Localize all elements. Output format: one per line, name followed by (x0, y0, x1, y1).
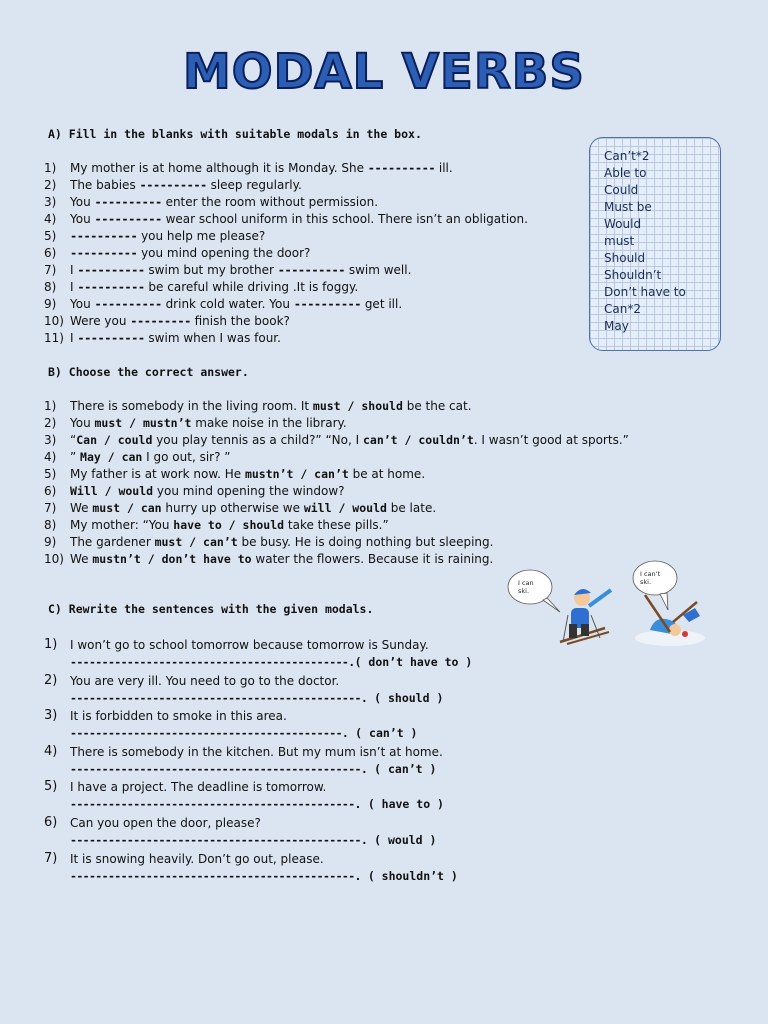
answer-choice: Will / would (70, 484, 154, 498)
answer-line (70, 868, 472, 885)
item-text: ” (70, 450, 81, 464)
word-box-item: Able to (604, 166, 647, 180)
item-text: be at home. (348, 467, 426, 481)
item-text: You (70, 416, 95, 430)
item-number: 11) (44, 331, 64, 345)
item-text: finish the book? (190, 314, 290, 328)
word-box-item: Must be (604, 200, 652, 214)
item-number: 7) (44, 263, 57, 277)
answer-blank: ----------------------------------------------. (70, 690, 368, 705)
item-text: swim well. (345, 263, 412, 277)
list-item (44, 779, 472, 815)
answer-choice: mustn’t / don’t have to (92, 552, 252, 566)
item-number: 6) (44, 814, 58, 830)
item-number: 10) (44, 552, 64, 566)
section-a-list (44, 160, 528, 347)
item-number: 3) (44, 195, 57, 209)
item-number: 3) (44, 708, 58, 724)
answer-choice: will / would (303, 501, 387, 515)
answer-line (70, 654, 472, 671)
item-text: My mother: “You (70, 518, 174, 532)
given-modal: ( shouldn’t ) (360, 868, 458, 883)
speech-bubble-right (633, 561, 677, 610)
list-item (44, 851, 472, 887)
list-item (44, 211, 528, 228)
item-text: Were you (70, 314, 131, 328)
item-text: You (70, 212, 95, 226)
word-box-item: May (604, 319, 629, 333)
list-item (44, 500, 629, 517)
list-item (44, 245, 528, 262)
blank: ---------- (77, 280, 145, 294)
list-item (44, 534, 629, 551)
given-modal: ( have to ) (360, 797, 444, 812)
fallen-skier-icon (635, 595, 705, 646)
answer-choice: must / should (312, 399, 403, 413)
item-text: You (70, 195, 95, 209)
answer-choice: May / can (80, 450, 143, 464)
section-a-heading: A) Fill in the blanks with suitable modals in the box. (48, 127, 422, 141)
item-text: you help me please? (137, 229, 266, 243)
item-text: You (70, 297, 95, 311)
item-sentence: I have a project. The deadline is tomorrow. (70, 780, 327, 795)
list-item (44, 330, 528, 347)
answer-choice: must / can’t (154, 535, 238, 549)
bubble-right-line2: ski. (640, 578, 652, 586)
word-box-item: Would (604, 217, 642, 231)
blank: ---------- (94, 297, 162, 311)
item-text: be careful while driving .It is foggy. (144, 280, 359, 294)
blank: ---------- (77, 263, 145, 277)
item-text: The gardener (70, 535, 155, 549)
speech-bubble-left (508, 570, 560, 612)
item-text: “ (70, 433, 77, 447)
section-b-list (44, 398, 629, 568)
item-text: I go out, sir? ” (142, 450, 231, 464)
word-box-item: Should (604, 251, 646, 265)
answer-choice: mustn’t / can’t (244, 467, 349, 481)
item-number: 8) (44, 280, 57, 294)
skiing-illustration (505, 560, 720, 650)
item-number: 9) (44, 535, 57, 549)
answer-blank: ----------------------------------------------. (70, 832, 368, 847)
word-box-item: Shouldn’t (604, 268, 662, 282)
item-number: 7) (44, 850, 58, 866)
item-text: be busy. He is doing nothing but sleeping. (237, 535, 494, 549)
list-item (44, 160, 528, 177)
blank: ---------- (94, 212, 162, 226)
list-item (44, 466, 629, 483)
item-number: 7) (44, 501, 57, 515)
item-text: sleep regularly. (206, 178, 302, 192)
page-title: MODAL VERBS (183, 44, 585, 100)
item-text: get ill. (361, 297, 403, 311)
list-item (44, 262, 528, 279)
item-text: you mind opening the window? (153, 484, 345, 498)
answer-blank: --------------------------------------------. (70, 655, 355, 669)
item-text: enter the room without permission. (161, 195, 379, 209)
item-text: I (70, 280, 78, 294)
list-item (44, 228, 528, 245)
answer-line (70, 796, 472, 813)
item-text: My mother is at home although it is Monday. She (70, 161, 368, 175)
list-item (44, 449, 629, 466)
skier-icon (560, 589, 611, 644)
answer-line (70, 832, 472, 849)
given-modal: ( can’t ) (367, 761, 437, 776)
list-item (44, 415, 629, 432)
item-text: There is somebody in the living room. It (70, 399, 313, 413)
list-item (44, 637, 472, 673)
item-text: I (70, 331, 78, 345)
item-number: 10) (44, 314, 64, 328)
item-number: 5) (44, 229, 57, 243)
item-sentence: You are very ill. You need to go to the doctor. (70, 673, 340, 688)
blank: --------- (130, 314, 191, 328)
item-text: . I wasn’t good at sports.” (473, 433, 629, 447)
list-item (44, 177, 528, 194)
item-sentence: It is forbidden to smoke in this area. (70, 709, 287, 724)
bubble-left-line2: ski. (518, 587, 530, 595)
answer-choice: Can / could (76, 433, 153, 447)
item-number: 2) (44, 672, 58, 688)
item-sentence: There is somebody in the kitchen. But my mum isn’t at home. (70, 744, 443, 759)
answer-line (70, 690, 472, 707)
list-item (44, 673, 472, 709)
item-sentence: I won’t go to school tomorrow because tomorrow is Sunday. (70, 638, 429, 652)
answer-choice: must / mustn’t (94, 416, 192, 430)
list-item (44, 279, 528, 296)
word-box-item: Can’t*2 (604, 149, 650, 163)
blank: ---------- (94, 195, 162, 209)
item-number: 2) (44, 416, 57, 430)
item-text: I (70, 263, 78, 277)
blank: ---------- (293, 297, 361, 311)
list-item (44, 313, 528, 330)
item-text: My father is at work now. He (70, 467, 245, 481)
bubble-right-line1: I can’t (640, 570, 661, 578)
blank: ---------- (277, 263, 345, 277)
item-number: 5) (44, 467, 57, 481)
item-number: 4) (44, 450, 57, 464)
blank: ---------- (70, 229, 138, 243)
answer-blank: ----------------------------------------------. (70, 761, 368, 776)
list-item (44, 296, 528, 313)
given-modal: ( don’t have to ) (354, 655, 473, 669)
item-text: be late. (386, 501, 437, 515)
item-text: We (70, 552, 93, 566)
item-sentence: Can you open the door, please? (70, 815, 261, 830)
item-text: take these pills.” (284, 518, 389, 532)
item-text: ill. (435, 161, 453, 175)
given-modal: ( should ) (367, 690, 444, 705)
answer-blank: ---------------------------------------------. (70, 868, 361, 883)
item-number: 5) (44, 779, 58, 795)
list-item (44, 194, 528, 211)
section-b-heading: B) Choose the correct answer. (48, 365, 249, 379)
item-number: 4) (44, 212, 57, 226)
item-number: 2) (44, 178, 57, 192)
item-number: 1) (44, 399, 57, 413)
item-text: swim but my brother (144, 263, 278, 277)
answer-line (70, 761, 472, 778)
item-number: 4) (44, 743, 58, 759)
bubble-left-line1: I can (518, 579, 534, 587)
item-text: swim when I was four. (144, 331, 281, 345)
given-modal: ( can’t ) (348, 726, 418, 741)
word-box (589, 137, 721, 351)
item-number: 6) (44, 484, 57, 498)
blank: ---------- (367, 161, 436, 175)
word-box-list (590, 138, 720, 335)
answer-choice: must / can (92, 501, 162, 515)
answer-blank: ---------------------------------------------. (70, 797, 361, 812)
given-modal: ( would ) (367, 832, 437, 847)
section-c-list (44, 637, 472, 886)
blank: ---------- (70, 246, 138, 260)
item-number: 3) (44, 433, 57, 447)
list-item (44, 708, 472, 744)
word-box-item: Can*2 (604, 302, 641, 316)
item-number: 9) (44, 297, 57, 311)
word-box-item: Could (604, 183, 639, 197)
blank: ---------- (139, 178, 207, 192)
list-item (44, 744, 472, 780)
item-text: you mind opening the door? (137, 246, 311, 260)
answer-blank: -------------------------------------------. (70, 726, 349, 741)
item-number: 6) (44, 246, 57, 260)
item-text: you play tennis as a child?” “No, I (152, 433, 363, 447)
item-sentence: It is snowing heavily. Don’t go out, please. (70, 851, 324, 866)
item-text: be the cat. (402, 399, 472, 413)
list-item (44, 815, 472, 851)
word-box-item: Don’t have to (604, 285, 686, 299)
answer-line (70, 725, 472, 742)
blank: ---------- (77, 331, 145, 345)
item-text: hurry up otherwise we (161, 501, 304, 515)
item-text: We (70, 501, 93, 515)
item-number: 8) (44, 518, 57, 532)
item-text: The babies (70, 178, 140, 192)
answer-choice: can’t / couldn’t (362, 433, 474, 447)
item-text: water the flowers. Because it is raining. (251, 552, 494, 566)
item-number: 1) (44, 637, 58, 652)
answer-choice: have to / should (173, 518, 285, 532)
list-item (44, 517, 629, 534)
item-text: wear school uniform in this school. There isn’t an obligation. (161, 212, 528, 226)
item-text: drink cold water. You (161, 297, 294, 311)
item-number: 1) (44, 161, 57, 175)
section-c-heading: C) Rewrite the sentences with the given modals. (48, 602, 374, 616)
item-text: make noise in the library. (191, 416, 347, 430)
list-item (44, 432, 629, 449)
list-item (44, 483, 629, 500)
list-item (44, 398, 629, 415)
word-box-item: must (604, 234, 635, 248)
